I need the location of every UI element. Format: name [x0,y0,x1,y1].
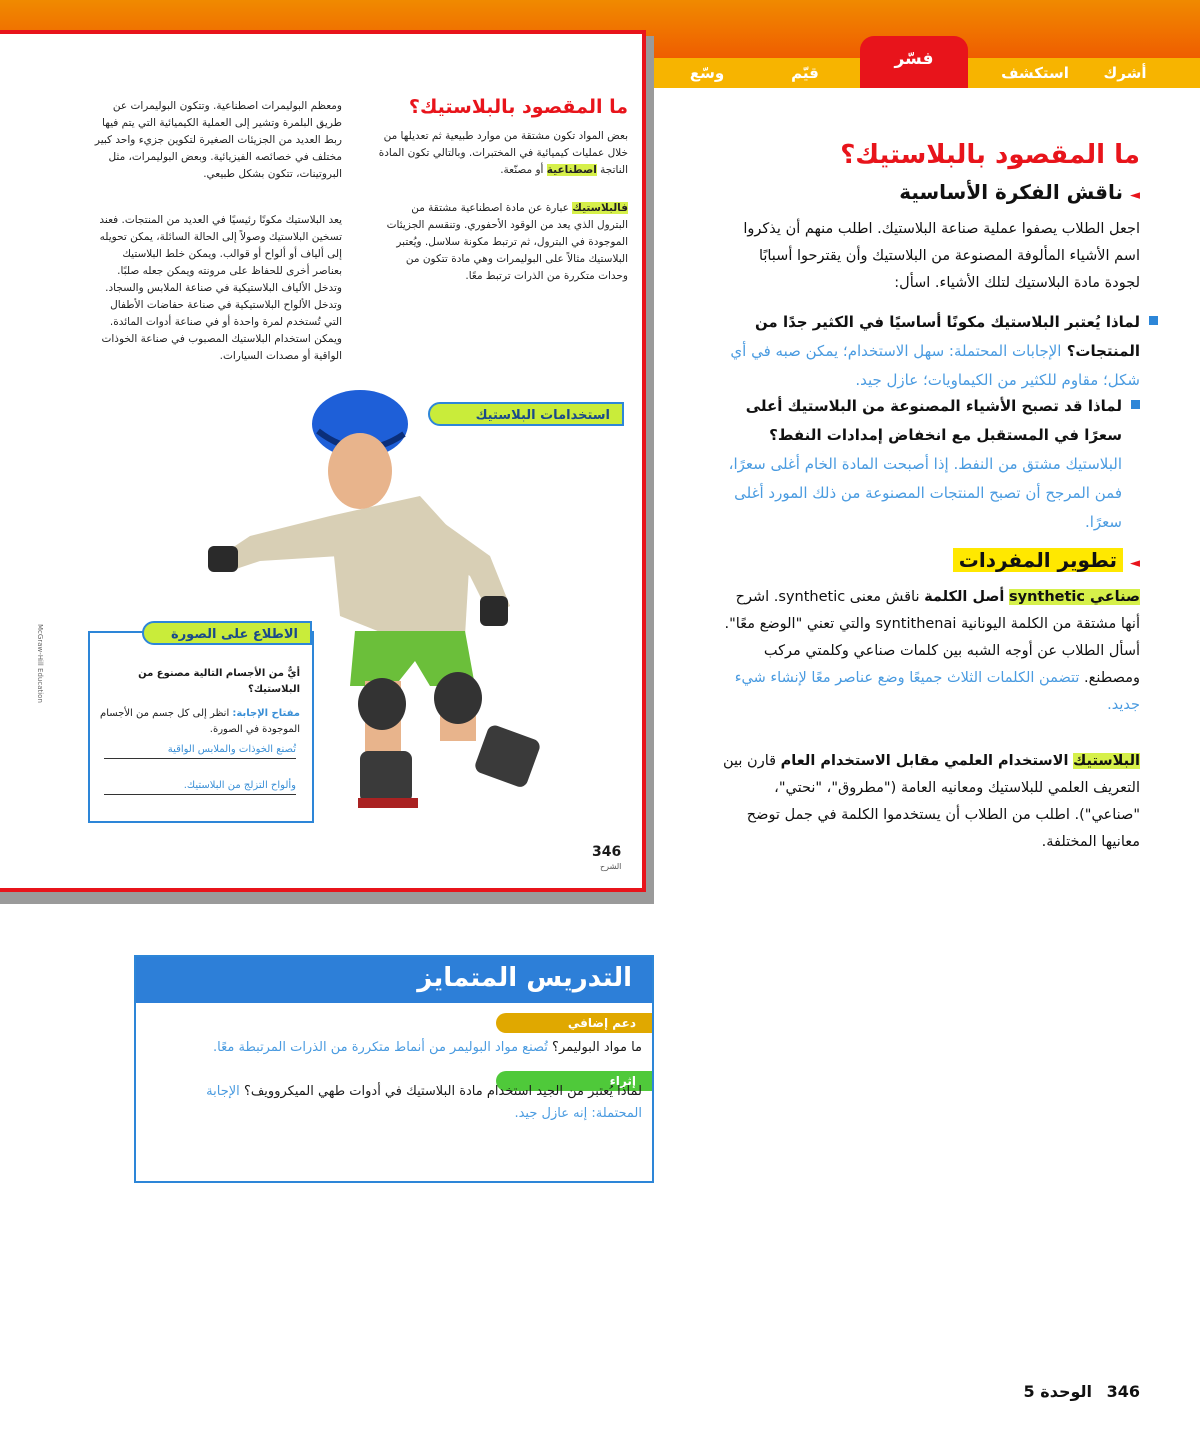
inset-p2-highlight: فالبلاستيك [572,202,628,214]
di-answer-2-text: الإجابة المحتملة: إنه عازل جيد. [206,1084,642,1121]
bullet-square-icon [1149,316,1158,325]
answer-key-text: انظر إلى كل جسم من الأجسام الموجودة في الصورة. [100,708,300,735]
answer-key-label: مفتاح الإجابة: [232,708,300,719]
tab-explore[interactable]: استكشف [1001,64,1069,82]
inset-paragraph-4: يعد البلاستيك مكونًا رئيسيًا في العديد من المنتجات. فعند تسخين البلاستيك وصولاً إلى الحالة السائلة، يمكن تحويله إلى ألياف أو ألواح أو قوالب. ويمكن خلط البلاستيك بعناصر أخرى للحفاظ على مرونته ويمكن جعله صلبًا. وتدخل الألياف البلاستيكية في صناعة الملابس والسجاد. وتدخل الألواح البلاستيكية في صناعة حفاضات الأطفال التي تُستخدم لمرة واحدة أو في صناعة أدوات المائدة. ويمكن استخدام البلاستيك المصبوب في صناعة الخوذات الواقية أو مصدات السيارات. [99,214,342,362]
lesson-tab-bar [652,49,1200,88]
tab-explain[interactable]: فسّر [860,36,968,88]
image-answer-1: تُصنع الخوذات والملابس الواقية [104,742,296,759]
differentiated-instruction-box [134,955,654,1183]
section-main-idea [660,180,1140,204]
answer-2-text: البلاستيك مشتق من النفط. إذا أصبحت المادة الخام أغلى سعرًا، فمن المرجح أن تصبح المنتجات المصنوعة من ذلك المورد أغلى سعرًا. [728,455,1122,531]
image-question: أيٌّ من الأجسام التالية مصنوع من البلاستيك؟ [138,668,300,695]
main-idea-paragraph: اجعل الطلاب يصفوا عملية صناعة البلاستيك. اطلب منهم أن يذكروا اسم الأشياء المألوفة المصنوعة من البلاستيك وأن يقترحوا أسبابًا لجودة مادة البلاستيك لتلك الأشياء. اسأل: [743,221,1140,291]
di-question-2-text: لماذا يُعتبر من الجيد استخدام مادة البلاستيك في أدوات طهي الميكروويف؟ [243,1084,642,1099]
vocab-text-plastic: قارن بين التعريف العلمي للبلاستيك ومعانيه العامة ("مطروق"، "نحتي"، "صناعي"). اطلب من الطلاب أن يستخدموا الكلمة في جمل توضح معانيها المختلفة. [723,753,1140,850]
tab-engage[interactable]: أشرك [1103,64,1147,82]
footer-page-number: 346 [1106,1382,1140,1401]
publisher-spine-text: McGraw-Hill Education [36,624,44,703]
main-title: ما المقصود بالبلاستيك؟ [840,140,1140,170]
vocab-term-plastic: البلاستيك [1073,753,1140,769]
di-answer-1-text: تُصنع مواد البوليمر من أنماط متكررة من الذرات المرتبطة معًا. [213,1040,548,1055]
triangle-arrow-icon: ◄ [1130,556,1140,571]
vocab-entry-synthetic [720,584,1140,719]
footer-unit: الوحدة 5 [1023,1382,1092,1401]
vocab-label-origin: أصل الكلمة [924,589,1005,605]
section-vocabulary [740,548,1140,572]
section-vocabulary-title: تطوير المفردات [953,548,1123,572]
inset-paragraph-3: ومعظم البوليمرات اصطناعية. وتتكون البوليمرات عن طريق البلمرة وتشير إلى العملية الكيميائية التي يتم فيها ربط العديد من الجزيئات الصغيرة لتكوين جزيء واحد كبير مختلف في خصائصه الفيزيائية. وبعض البوليمرات، مثل البروتينات، تتكون بشكل طبيعي. [94,100,342,180]
image-answer-2: وألواح التزلج من البلاستيك. [104,778,296,795]
di-question-2 [162,1081,642,1125]
vocab-answer-synthetic: تتضمن الكلمات الثلاث جميعًا وضع عناصر معًا لإنشاء شيء جديد. [734,670,1140,713]
inset-paragraph-1 [378,128,628,179]
inset-heading: ما المقصود بالبلاستيك؟ [408,96,628,118]
answer-key [100,706,300,738]
answer-1-text: الإجابات المحتملة: سهل الاستخدام؛ يمكن صبه في أي شكل؛ مقاوم للكثير من الكيماويات؛ عازل جيد. [730,342,1140,389]
triangle-arrow-icon: ◄ [1130,188,1140,203]
vocab-text-synthetic: ناقش معنى synthetic. اشرح أنها مشتقة من الكلمة اليونانية syntithenai والتي تعني "الوضع معًا". أسأل الطلاب عن أوجه الشبه بين كلمات صناعي وكلمتي مركب ومصطنع. [724,589,1140,686]
plastic-uses-label: استخدامات البلاستيك [428,402,624,426]
question-2-text: لماذا قد تصبح الأشياء المصنوعة من البلاستيك أعلى سعرًا في المستقبل مع انخفاض إمدادات النفط؟ [745,397,1122,444]
inset-p1-text: بعض المواد تكون مشتقة من موارد طبيعية ثم تعديلها من خلال عمليات كيميائية في المختبرات. وبالتالي تكون المادة الناتجة [378,130,628,176]
tab-evaluate[interactable]: قيّم [791,64,819,82]
inset-p2-text: عبارة عن مادة اصطناعية مشتقة من البترول الذي يعد من الوقود الأحفوري. وتنقسم الجزيئات الموجودة في البترول، ثم ترتبط مكونة سلاسل. ويُعتبر البلاستيك مثالاً على البوليمرات وهي مادة تتكون من وحدات متكررة من الذرات ترتبط معًا. [386,202,628,282]
di-question-1 [162,1037,642,1059]
tag-enrichment: إثراء [496,1071,652,1091]
inset-page-sub: الشرح [600,862,622,871]
tab-extend[interactable]: وسّع [689,64,725,82]
question-2 [722,392,1122,537]
inset-p1-text-end: أو مصنّعة. [500,164,544,176]
inset-paragraph-2 [378,200,628,285]
bullet-square-icon [1131,400,1140,409]
tag-extra-support: دعم إضافي [496,1013,652,1033]
question-1-text: لماذا يُعتبر البلاستيك مكونًا أساسيًا في الكثير جدًا من المنتجات؟ [754,313,1140,360]
vocab-term-synthetic: صناعي synthetic [1009,589,1140,605]
question-1 [722,308,1140,395]
inset-page-number: 346 [592,844,622,860]
inset-student-page [0,30,646,892]
vocab-label-usage: الاستخدام العلمي مقابل الاستخدام العام [780,753,1069,769]
di-title: التدريس المتمايز [417,963,632,993]
section-main-idea-title: ناقش الفكرة الأساسية [899,180,1124,204]
image-check-label: الاطلاع على الصورة [142,621,312,645]
vocab-entry-plastic [720,748,1140,856]
inset-p1-highlight: اصطناعية [546,164,597,176]
di-question-1-text: ما مواد البوليمر؟ [552,1040,642,1055]
